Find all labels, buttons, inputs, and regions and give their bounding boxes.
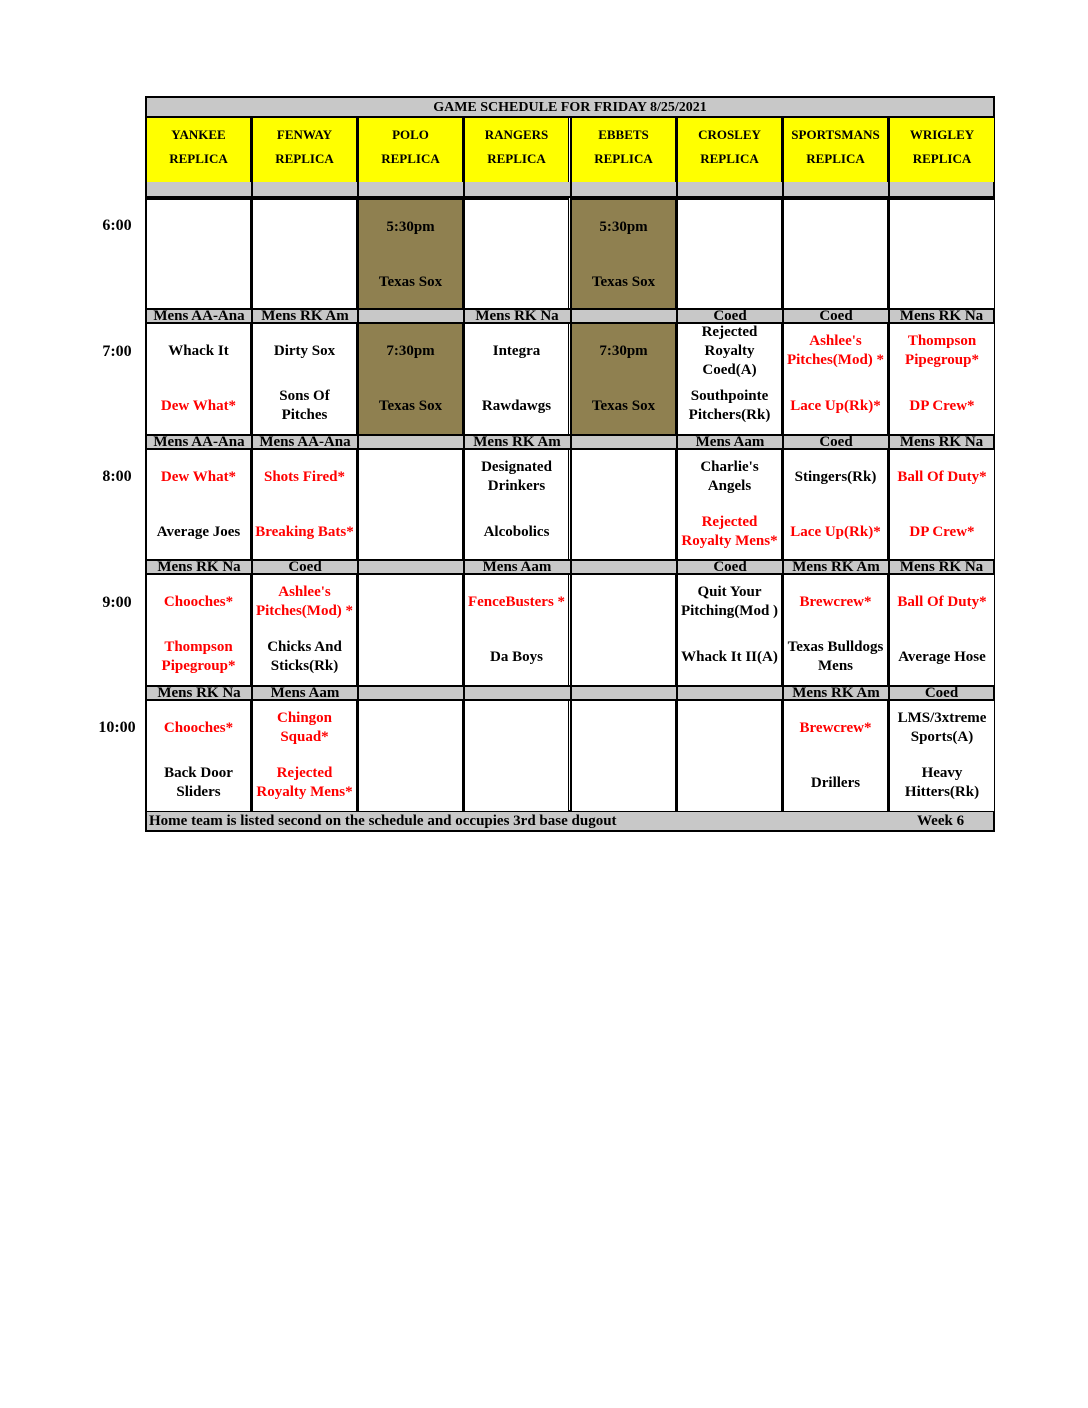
home-team: Whack It II(A): [681, 648, 778, 665]
game-cell: [782, 701, 888, 811]
home-team: Lace Up(Rk)*: [790, 397, 881, 414]
home-team: Back Door Sliders: [164, 765, 233, 800]
home-team: Chicks And Sticks(Rk): [267, 639, 342, 674]
game-cell: [251, 575, 357, 685]
footer-week: Week 6: [917, 813, 965, 829]
division-label: Coed: [782, 308, 888, 324]
division-label: Mens RK Am: [251, 308, 357, 324]
visitor-team: Stingers(Rk): [794, 468, 877, 485]
division-label: Mens RK Am: [782, 685, 888, 701]
game-cell: [145, 575, 251, 685]
empty-cell: [888, 198, 995, 308]
division-label: Mens Aam: [676, 434, 782, 450]
reserved-time: 7:30pm: [386, 342, 435, 359]
division-label: [676, 685, 782, 701]
reserved-cell: [357, 324, 463, 434]
schedule-footer: [145, 810, 995, 832]
home-team: Average Joes: [156, 523, 241, 540]
division-label: Mens RK Na: [145, 685, 251, 701]
empty-cell: [676, 701, 782, 811]
home-team: Heavy Hitters(Rk): [904, 765, 980, 800]
home-team: Breaking Bats*: [255, 523, 354, 540]
field-name: CROSLEY: [698, 127, 761, 142]
field-name: FENWAY: [276, 127, 333, 142]
visitor-team: Charlie's Angels: [700, 459, 759, 494]
header-strip-divider: [782, 182, 784, 198]
field-subtitle: REPLICA: [487, 151, 546, 166]
division-label: [357, 434, 463, 450]
home-team: Da Boys: [490, 648, 543, 665]
division-label: Mens RK Na: [888, 434, 995, 450]
field-header-crosley: [676, 118, 782, 182]
visitor-team: Ball Of Duty*: [897, 468, 987, 485]
game-cell: [782, 575, 888, 685]
field-subtitle: REPLICA: [381, 151, 440, 166]
home-team: Rejected Royalty Mens*: [681, 514, 778, 549]
visitor-team: Quit Your Pitching(Mod ): [680, 584, 779, 619]
field-subtitle: REPLICA: [594, 151, 653, 166]
division-label: Mens Aam: [251, 685, 357, 701]
division-label: Mens AA-Ana: [145, 434, 251, 450]
visitor-team: Designated Drinkers: [481, 459, 552, 494]
division-label: Mens Aam: [463, 559, 569, 575]
empty-cell: [676, 198, 782, 308]
visitor-team: LMS/3xtreme Sports(A): [897, 710, 987, 745]
field-header-wrigley: [888, 118, 995, 182]
time-label: 10:00: [98, 719, 136, 736]
visitor-team: Chooches*: [163, 593, 234, 610]
game-cell: [463, 324, 569, 434]
visitor-team: Chingon Squad*: [276, 710, 333, 745]
division-label: [570, 434, 676, 450]
division-label: Coed: [676, 559, 782, 575]
game-cell: [463, 450, 569, 560]
game-cell: [145, 701, 251, 811]
home-team: Rejected Royalty Mens*: [256, 765, 353, 800]
game-cell: [888, 701, 995, 811]
reserved-cell: [570, 198, 676, 308]
division-label: Coed: [782, 434, 888, 450]
field-subtitle: REPLICA: [700, 151, 759, 166]
reserved-cell: [357, 198, 463, 308]
empty-cell: [357, 701, 463, 811]
time-label: 8:00: [102, 468, 132, 485]
division-label: Mens AA-Ana: [145, 308, 251, 324]
game-cell: [463, 575, 569, 685]
home-team: Lace Up(Rk)*: [790, 523, 881, 540]
visitor-team: Ball Of Duty*: [897, 593, 987, 610]
empty-cell: [463, 198, 569, 308]
empty-cell: [357, 450, 463, 560]
visitor-team: Brewcrew*: [799, 593, 872, 610]
header-strip-divider: [463, 182, 465, 198]
reserved-team: Texas Sox: [591, 273, 656, 290]
division-bar: [145, 559, 995, 575]
visitor-team: Dew What*: [160, 468, 237, 485]
home-team: Rawdawgs: [481, 397, 552, 414]
visitor-team: Ashlee's Pitches(Mod) *: [786, 333, 885, 368]
game-cell: [251, 450, 357, 560]
division-label: Mens RK Am: [782, 559, 888, 575]
visitor-team: Brewcrew*: [799, 719, 872, 736]
field-name: SPORTSMANS: [791, 127, 880, 142]
field-name: RANGERS: [484, 127, 549, 142]
game-cell: [251, 324, 357, 434]
field-header-ebbets: [570, 118, 676, 182]
game-cell: [676, 324, 782, 434]
game-cell: [782, 450, 888, 560]
visitor-team: FenceBusters *: [467, 593, 566, 610]
visitor-team: Shots Fired*: [264, 468, 345, 485]
field-subtitle: REPLICA: [912, 151, 972, 166]
home-team: Drillers: [810, 774, 861, 791]
visitor-team: Rejected Royalty Coed(A): [701, 324, 758, 378]
header-strip-divider: [251, 182, 253, 198]
field-header-rangers: [463, 118, 569, 182]
time-label: 7:00: [102, 343, 132, 360]
home-team: Thompson Pipegroup*: [161, 639, 236, 674]
game-cell: [676, 575, 782, 685]
game-cell: [676, 450, 782, 560]
home-team: Average Hose: [898, 648, 986, 665]
visitor-team: Whack It: [168, 342, 229, 359]
reserved-time: 5:30pm: [599, 218, 648, 235]
visitor-team: Integra: [492, 342, 541, 359]
game-cell: [145, 450, 251, 560]
field-name: EBBETS: [598, 127, 649, 142]
division-label: [463, 685, 569, 701]
field-name: POLO: [392, 127, 429, 142]
empty-cell: [570, 450, 676, 560]
visitor-team: Chooches*: [163, 719, 234, 736]
schedule-title: GAME SCHEDULE FOR FRIDAY 8/25/2021: [145, 96, 995, 118]
division-label: Mens RK Na: [888, 559, 995, 575]
empty-cell: [357, 575, 463, 685]
visitor-team: Ashlee's Pitches(Mod) *: [255, 584, 354, 619]
division-label: Mens RK Na: [145, 559, 251, 575]
reserved-team: Texas Sox: [378, 397, 443, 414]
reserved-cell: [570, 324, 676, 434]
field-header-sportsmans: [782, 118, 888, 182]
home-team: Dew What*: [160, 397, 237, 414]
game-cell: [888, 450, 995, 560]
field-subtitle: REPLICA: [169, 151, 228, 166]
field-name: WRIGLEY: [909, 127, 975, 142]
reserved-time: 5:30pm: [386, 218, 435, 235]
division-label: Mens RK Na: [463, 308, 569, 324]
field-header-fenway: [251, 118, 357, 182]
game-cell: [888, 575, 995, 685]
division-label: [357, 308, 463, 324]
header-strip-divider: [676, 182, 678, 198]
reserved-team: Texas Sox: [378, 273, 443, 290]
empty-cell: [145, 198, 251, 308]
footer-note: Home team is listed second on the schedule and occupies 3rd base dugout: [149, 813, 617, 829]
division-bar: [145, 434, 995, 450]
empty-cell: [570, 701, 676, 811]
division-label: Coed: [888, 685, 995, 701]
header-strip-divider: [357, 182, 359, 198]
division-label: [570, 685, 676, 701]
reserved-team: Texas Sox: [591, 397, 656, 414]
header-strip-divider: [888, 182, 890, 198]
empty-cell: [463, 701, 569, 811]
home-team: Southpointe Pitchers(Rk): [688, 388, 771, 423]
field-header-yankee: [145, 118, 251, 182]
division-label: Coed: [251, 559, 357, 575]
game-cell: [145, 324, 251, 434]
home-team: DP Crew*: [909, 523, 975, 540]
time-label: 9:00: [102, 594, 132, 611]
empty-cell: [251, 198, 357, 308]
game-cell: [888, 324, 995, 434]
field-name: YANKEE: [171, 127, 226, 142]
division-label: [357, 685, 463, 701]
field-header-polo: [357, 118, 463, 182]
home-team: Sons Of Pitches: [279, 388, 330, 423]
visitor-team: Dirty Sox: [273, 342, 336, 359]
division-label: Mens RK Na: [888, 308, 995, 324]
field-subtitle: REPLICA: [806, 151, 865, 166]
division-bar: [145, 685, 995, 701]
reserved-time: 7:30pm: [599, 342, 648, 359]
division-label: [570, 559, 676, 575]
time-label: 6:00: [102, 217, 132, 234]
game-cell: [251, 701, 357, 811]
field-subtitle: REPLICA: [275, 151, 334, 166]
header-strip-divider: [570, 182, 572, 198]
game-cell: [782, 324, 888, 434]
division-label: [357, 559, 463, 575]
home-team: DP Crew*: [909, 397, 975, 414]
division-label: Mens AA-Ana: [251, 434, 357, 450]
division-bar: [145, 308, 995, 324]
visitor-team: Thompson Pipegroup*: [905, 333, 979, 368]
division-label: [570, 308, 676, 324]
empty-cell: [782, 198, 888, 308]
home-team: Alcobolics: [483, 523, 550, 540]
division-label: Coed: [676, 308, 782, 324]
home-team: Texas Bulldogs Mens: [787, 639, 884, 674]
division-label: Mens RK Am: [463, 434, 569, 450]
empty-cell: [570, 575, 676, 685]
